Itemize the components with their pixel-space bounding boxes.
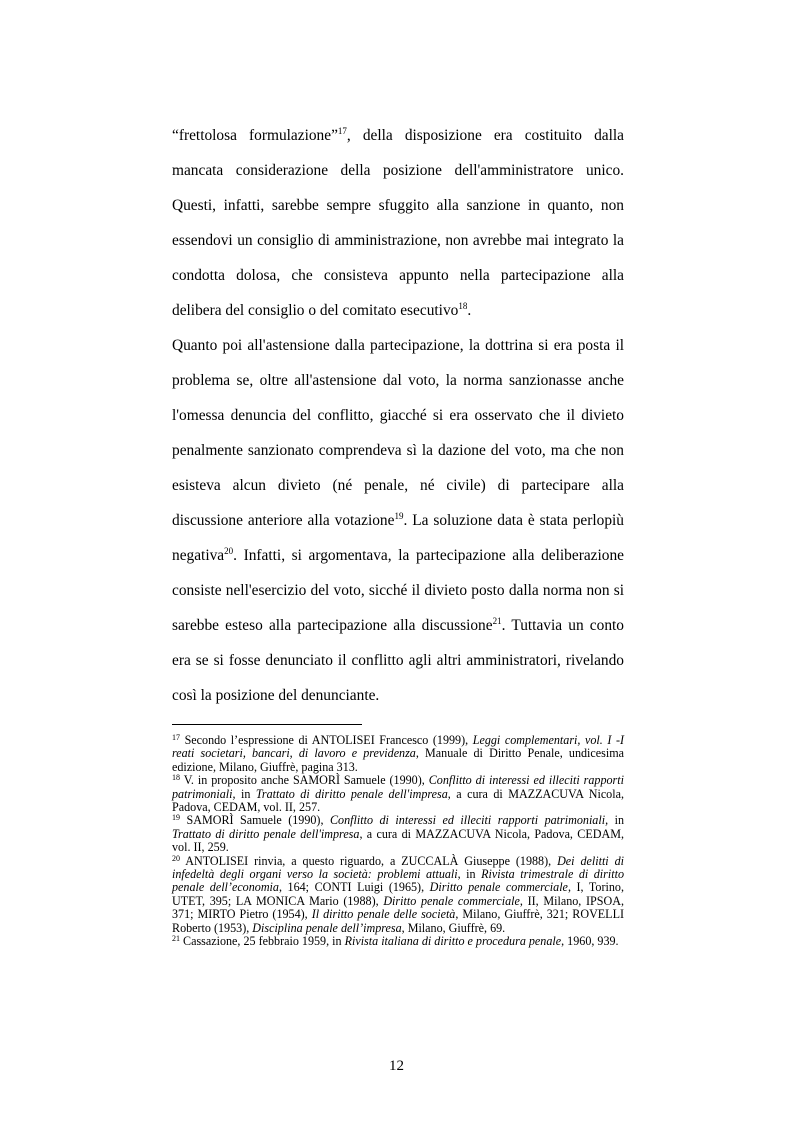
text-run: SAMORÌ Samuele (1990), [180,813,330,828]
text-run: . Infatti, si argomentava, la partecipazione alla deliberazione consiste nell'esercizio del voto, sicché il divieto posto dalla norma non si sarebbe esteso alla partecipazione alla discussione [172,547,624,634]
text-run: , in [457,867,482,882]
text-run-italic: Conflitto di interessi ed illeciti rapporti patrimoniali, [329,813,609,828]
footnote-number: 21 [172,934,180,944]
text-run: , a cura di MAZZACUVA Nicola, Padova, CEDAM, vol. II, 259. [172,826,624,855]
text-run: in [608,813,625,828]
paragraph-1 [172,118,624,328]
text-run: , 164; CONTI Luigi (1965), [278,880,430,895]
text-run: . La soluzione data è stata perlopiù negativa [172,512,624,564]
footnote-divider [172,724,362,725]
footnote-21 [172,935,624,948]
page-content [172,118,624,949]
footnote-ref-18[interactable]: 18 [458,301,468,311]
text-run-italic: Diritto penale commerciale [383,893,520,908]
body-text [172,118,624,713]
text-run-italic: Rivista trimestrale di diritto penale dell’economia [172,867,624,895]
footnote-18 [172,774,624,814]
text-run: , I, Torino, UTET, 395; LA MONICA Mario (1988), [172,880,624,908]
text-run-italic: Diritto penale commerciale [429,880,568,895]
footnote-19 [172,814,624,854]
footnote-ref-21[interactable]: 21 [492,616,502,626]
text-run: , Milano, Giuffrè, 321; ROVELLI Roberto (1953), [172,907,624,935]
text-run-italic: Trattato di diritto penale dell'impresa [172,826,360,841]
text-run-italic: Il diritto penale delle società [311,907,456,922]
text-run: ANTOLISEI rinvia, a questo riguardo, a ZUCCALÀ Giuseppe (1988), [180,853,558,868]
footnote-17 [172,734,624,774]
footnote-20 [172,855,624,935]
text-run: , della disposizione era costituito dalla mancata considerazione della posizione dell'amministratore unico. Questi, infatti, sarebbe sempre sfuggito alla sanzione in quanto, non essendovi un consiglio di amministrazione, non avrebbe mai integrato la condotta dolosa, che consisteva appunto nella partecipazione alla delibera del consiglio o del comitato esecutivo [172,127,624,319]
text-run-italic: Conflitto di interessi ed illeciti rapporti patrimoniali, [172,773,624,801]
text-run-italic: Rivista italiana di diritto e procedura penale [344,934,562,949]
footnotes [172,734,624,949]
text-run-italic: Leggi complementari, vol. I -I reati societari, bancari, di lavoro e previdenza [172,733,625,761]
text-run: V. in proposito anche SAMORÌ Samuele (1990), [180,773,429,788]
text-run: , a cura di MAZZACUVA Nicola, Padova, CEDAM, vol. II, 257. [172,786,624,815]
page-number: 12 [389,1058,404,1074]
footnote-number: 20 [172,853,180,863]
footnote-number: 17 [172,733,180,742]
footnote-ref-20[interactable]: 20 [224,546,234,556]
text-run: , Milano, Giuffrè, 69. [401,920,506,935]
text-run-italic: Disciplina penale dell’impresa [252,920,402,935]
text-run: , Manuale di Diritto Penale, undicesima edizione, Milano, Giuffrè, pagina 313. [172,746,624,774]
text-run: “frettolosa formulazione” [172,127,338,144]
text-run: Secondo l’espressione di ANTOLISEI Francesco (1999), [180,733,473,747]
footnote-number: 18 [172,773,180,783]
text-run: Cassazione, 25 febbraio 1959, in [180,934,345,949]
text-run: , 1960, 939. [561,934,619,949]
footnote-number: 19 [172,813,180,823]
paragraph-2 [172,328,624,713]
footnote-ref-19[interactable]: 19 [394,511,404,521]
text-run-italic: Dei delitti di infedeltà degli organi verso la società: problemi attuali [172,853,624,882]
text-run: . [467,302,472,319]
text-run: in [235,786,256,801]
text-run-italic: Trattato di diritto penale dell'impresa [255,786,448,801]
text-run: , II, Milano, IPSOA, 371; MIRTO Pietro (1954), [172,893,624,922]
text-run: . Tuttavia un conto era se si fosse denunciato il conflitto agli altri amministratori, rivelando così la posizione del denunciante. [172,617,625,704]
text-run: Quanto poi all'astensione dalla partecipazione, la dottrina si era posta il problema se, oltre all'astensione dal voto, la norma sanzionasse anche l'omessa denuncia del conflitto, giacché si era osservato che il divieto penalmente sanzionato comprendeva sì la dazione del voto, ma che non esisteva alcun divieto (né penale, né civile) di partecipare alla discussione anteriore alla votazione [172,337,624,529]
footnote-ref-17[interactable]: 17 [337,126,347,136]
